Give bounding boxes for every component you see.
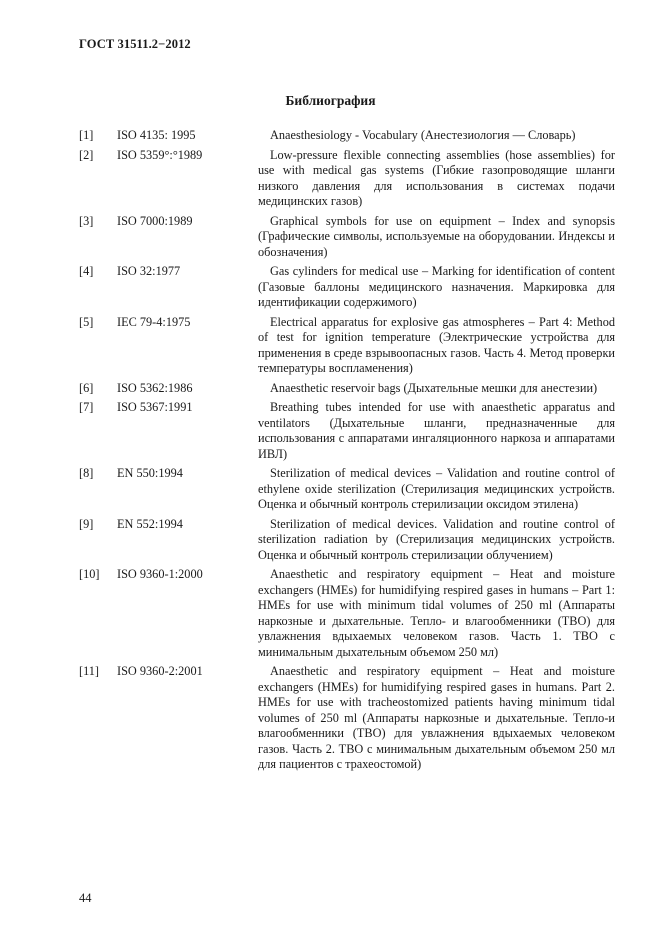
entry-description: Anaesthetic and respiratory equipment – Heat and moisture exchangers (HMEs) for humidifying respired gases in humans. Part 2. HMEs for use with tracheostomized patients having minimum tidal volumes of 250 ml (Аппараты наркозные и дыхательные. Тепло-и влагообменники (ТВО) для увлажнения вдыхаемых человеком газов. Часть 2. ТВО с минимальным дыхательным объемом 250 мл для пациентов с трахеостомой)	[258, 664, 615, 771]
entry-standard-code: ISO 9360-2:2001	[117, 664, 203, 678]
entry-description: Sterilization of medical devices. Validation and routine control of sterilization radiation by (Стерилизация медицинских устройств. Оценка и обычный контроль стерилизации облучением)	[258, 516, 615, 562]
entry-standard-code: IEC 79-4:1975	[117, 314, 191, 329]
entry-standard-code: ISO 7000:1989	[117, 213, 193, 228]
entry-standard-code: ISO 4135: 1995	[117, 128, 196, 142]
entry-number: [10]	[79, 567, 100, 581]
page-number: 44	[79, 891, 92, 905]
entry-number: [3]	[79, 213, 94, 228]
entry-description: Graphical symbols for use on equipment – Index and synopsis (Графические символы, используемые на оборудовании. Индексы и обозначения)	[258, 213, 615, 259]
bibliography-list	[79, 128, 615, 777]
bibliography-entry	[79, 400, 615, 462]
entry-number: [2]	[79, 147, 94, 162]
entry-standard-code: EN 550:1994	[117, 466, 183, 480]
entry-standard-code: ISO 9360-1:2000	[117, 567, 203, 581]
entry-description: Sterilization of medical devices – Validation and routine control of ethylene oxide sterilization (Стерилизация медицинских устройств. Оценка и обычный контроль стерилизации оксидом этилена)	[258, 466, 615, 511]
entry-number: [1]	[79, 128, 94, 142]
entry-description: Breathing tubes intended for use with anaesthetic apparatus and ventilators (Дыхательные шланги, предназначенные для использования с аппаратами ингаляционного наркоза и аппаратами ИВЛ)	[258, 400, 615, 461]
entry-number: [5]	[79, 314, 94, 329]
entry-standard-code: ISO 5367:1991	[117, 400, 193, 414]
bibliography-entry	[79, 517, 615, 564]
bibliography-entry	[79, 567, 615, 660]
entry-description: Gas cylinders for medical use – Marking for identification of content (Газовые баллоны медицинского назначения. Маркировка для идентификации содержимого)	[258, 264, 615, 309]
entry-number: [9]	[79, 516, 94, 531]
entry-standard-code: ISO 5359°:°1989	[117, 147, 203, 162]
entry-number: [11]	[79, 664, 100, 678]
entry-standard-code: ISO 32:1977	[117, 264, 181, 278]
entry-number: [8]	[79, 466, 94, 480]
entry-description: Anaesthesiology - Vocabulary (Анестезиология — Словарь)	[270, 128, 576, 142]
entry-standard-code: ISO 5362:1986	[117, 380, 193, 395]
entry-standard-code: EN 552:1994	[117, 516, 183, 531]
entry-description: Low-pressure flexible connecting assemblies (hose assemblies) for use with medical gas systems (Гибкие газопроводящие шланги низкого давления для использования в системах подачи медицинских газов)	[258, 147, 615, 208]
bibliography-entry	[79, 148, 615, 210]
entry-description: Anaesthetic reservoir bags (Дыхательные мешки для анестезии)	[270, 380, 598, 395]
entry-number: [4]	[79, 264, 94, 278]
bibliography-entry	[79, 466, 615, 513]
entry-number: [6]	[79, 380, 94, 395]
entry-number: [7]	[79, 400, 94, 414]
entry-description: Electrical apparatus for explosive gas atmospheres – Part 4: Method of test for ignition temperature (Электрические устройства для применения в среде взрывоопасных газов. Часть 4. Метод проверки температуры воспламенения)	[258, 314, 615, 375]
entry-description: Anaesthetic and respiratory equipment – Heat and moisture exchangers (HMEs) for humidifying respired gases in humans – Part 1: HMEs for use with minimum tidal volumes of 250 ml (Аппараты наркозные и дыхательные. Тепло- и влагообменники (ТВО) для увлажнения вдыхаемых человеком газов. Часть 1. ТВО с минимальным дыхательным объемом 250 мл)	[258, 567, 615, 659]
bibliography-entry	[79, 381, 615, 397]
bibliography-entry	[79, 128, 615, 144]
bibliography-entry	[79, 264, 615, 311]
page-title: Библиография	[285, 93, 376, 108]
bibliography-entry	[79, 214, 615, 261]
bibliography-entry	[79, 315, 615, 377]
document-header: ГОСТ 31511.2−2012	[79, 37, 191, 51]
bibliography-entry	[79, 664, 615, 773]
